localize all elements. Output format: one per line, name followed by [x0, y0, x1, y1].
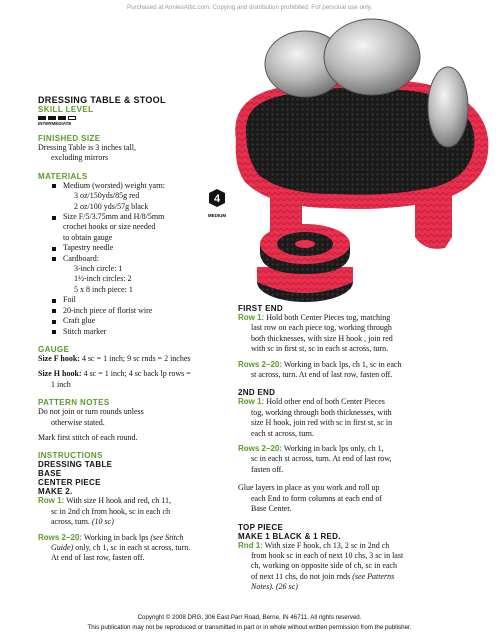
instructions-subheading: CENTER PIECE [38, 478, 101, 488]
instructions-subheading: BASE [38, 469, 62, 479]
product-photo [230, 12, 492, 307]
second-end-rows-cont: sc in each st across, turn. At end of last row, [251, 454, 392, 464]
glue-note: Glue layers in place as you work and roll up [238, 483, 380, 493]
instruction-row-1: Row 1: With size H hook and red, ch 11, [38, 496, 171, 506]
first-end-rows-2-20: Rows 2–20: Working in back lps, ch 1, sc in each [238, 359, 402, 369]
gauge-h: Size H hook: 4 sc = 1 inch; 4 sc back lp rows = [38, 369, 191, 379]
finished-size-heading: FINISHED SIZE [38, 134, 101, 143]
stool-top-dot [295, 240, 315, 248]
materials-item: Size F/5/3.75mm and H/8/5mm crochet hooks or size needed to obtain gauge [52, 212, 233, 243]
instruction-rows-2-20: Rows 2–20: Working in back lps (see Stitch [38, 532, 184, 542]
top-piece-rnd-1-cont: from hook sc in each of next 10 chs, 3 sc in last [251, 550, 404, 560]
mirror-center [324, 19, 420, 95]
top-piece-rnd-1-cont: of next 11 chs, do not join rnds (see Patterns [251, 571, 395, 581]
materials-item: Craft glue [52, 316, 233, 326]
yarn-weight-label: MEDIUM [207, 213, 227, 218]
second-end-row-1-cont: size H hook, join red with sc in first st, sc in [251, 418, 393, 428]
top-piece-rnd-1-cont: Notes). (26 sc) [251, 582, 298, 592]
left-column [38, 95, 233, 564]
instruction-row-1-cont: across, turn. (10 sc) [51, 517, 114, 527]
skill-level-meter [38, 116, 233, 120]
gauge-f: Size F hook: 4 sc = 1 inch; 9 sc rnds = 2 inches [38, 353, 191, 363]
pattern-title: DRESSING TABLE & STOOL [38, 95, 166, 105]
first-end-heading: FIRST END [238, 304, 283, 313]
materials-item: Medium (worsted) weight yarn: 3 oz/150yds/85g red 2 oz/100 yds/57g black [52, 181, 233, 212]
skill-bar-3 [58, 116, 66, 120]
skill-bar-4 [68, 116, 76, 120]
skill-level-heading: SKILL LEVEL [38, 105, 94, 114]
glue-note-cont: Base Center. [251, 504, 292, 514]
top-piece-subheading: MAKE 1 BLACK & 1 RED. [238, 531, 341, 541]
skill-bar-1 [38, 116, 46, 120]
pattern-note-1-cont: otherwise stated. [51, 417, 105, 427]
second-end-row-1-cont: each st across, turn. [251, 428, 314, 438]
finished-size-line1: Dressing Table is 3 inches tall, [38, 143, 136, 152]
materials-item: Foil [52, 295, 233, 305]
first-end-row-1-cont: both thicknesses, with size H hook , join red [251, 333, 393, 343]
skill-level-text: INTERMEDIATE [38, 121, 72, 126]
skill-bar-2 [48, 116, 56, 120]
instruction-rows-2-20-cont: At end of last row, fasten off. [51, 553, 145, 563]
pattern-notes-heading: PATTERN NOTES [38, 398, 110, 408]
second-end-rows-cont: fasten off. [251, 464, 284, 474]
instructions-heading: INSTRUCTIONS [38, 451, 103, 461]
copyright-footer: Copyright © 2008 DRG, 306 East Parr Road, Berne, IN 46711. All rights reserved. [137, 614, 362, 621]
top-piece-heading: TOP PIECE [238, 522, 284, 532]
materials-item: Cardboard: 3-inch circle: 1 1½-inch circles: 2 5 x 8 inch piece: 1 [52, 254, 233, 296]
instructions-subheading: MAKE 2. [38, 487, 73, 497]
second-end-rows-2-20: Rows 2–20: Working in back lps only, ch 1, [238, 444, 384, 454]
mirror-right [428, 67, 468, 147]
materials-item: Stitch marker [52, 327, 233, 337]
svg-text:4: 4 [213, 193, 221, 205]
second-end-heading: 2ND END [238, 388, 276, 398]
first-end-rows-cont: st across, turn. At end of last row, fasten off. [251, 370, 393, 380]
materials-item: 20-inch piece of florist wire [52, 306, 233, 316]
second-end-row-1-cont: tog, working through both thicknesses, with [251, 407, 392, 417]
pattern-note-1: Do not join or turn rounds unless [38, 407, 144, 417]
pattern-note-2: Mark first stitch of each round. [38, 432, 138, 442]
materials-heading: MATERIALS [38, 171, 88, 181]
top-piece-rnd-1: Rnd 1: With size F hook, ch 13, 2 sc in 2nd ch [238, 540, 390, 550]
glue-note-cont: each End to form columns at each end of [251, 493, 383, 503]
second-end-row-1: Row 1: Hold other end of both Center Pieces [238, 397, 385, 407]
instruction-rows-2-20-cont: Guide) only, ch 1, sc in each st across, turn. [51, 542, 191, 552]
rights-footer: This publication may not be reproduced or transmitted in part or in whole without written permission from the publisher. [87, 624, 412, 631]
first-end-row-1-cont: with sc in first st, sc in each st across, turn. [251, 344, 389, 354]
first-end-row-1-cont: last row on each piece tog, working through [251, 323, 392, 333]
instruction-row-1-cont: sc in 2nd ch from hook, sc in each ch [51, 506, 171, 516]
materials-item: Tapestry needle [52, 243, 233, 253]
instructions-subheading: DRESSING TABLE [38, 460, 113, 470]
finished-size-line2: excluding mirrors [51, 153, 109, 163]
gauge-heading: GAUGE [38, 344, 70, 354]
right-column [238, 304, 470, 593]
watermark: Purchased at AnniesAttic.com. Copying and distribution prohibited. For personal use only. [126, 4, 373, 11]
materials-list [38, 181, 233, 337]
top-piece-rnd-1-cont: ch, working on opposite side of ch, sc in each [251, 561, 397, 571]
first-end-row-1: Row 1: Hold both Center Pieces tog, matching [238, 313, 391, 322]
gauge-h-cont: 1 inch [51, 379, 71, 389]
